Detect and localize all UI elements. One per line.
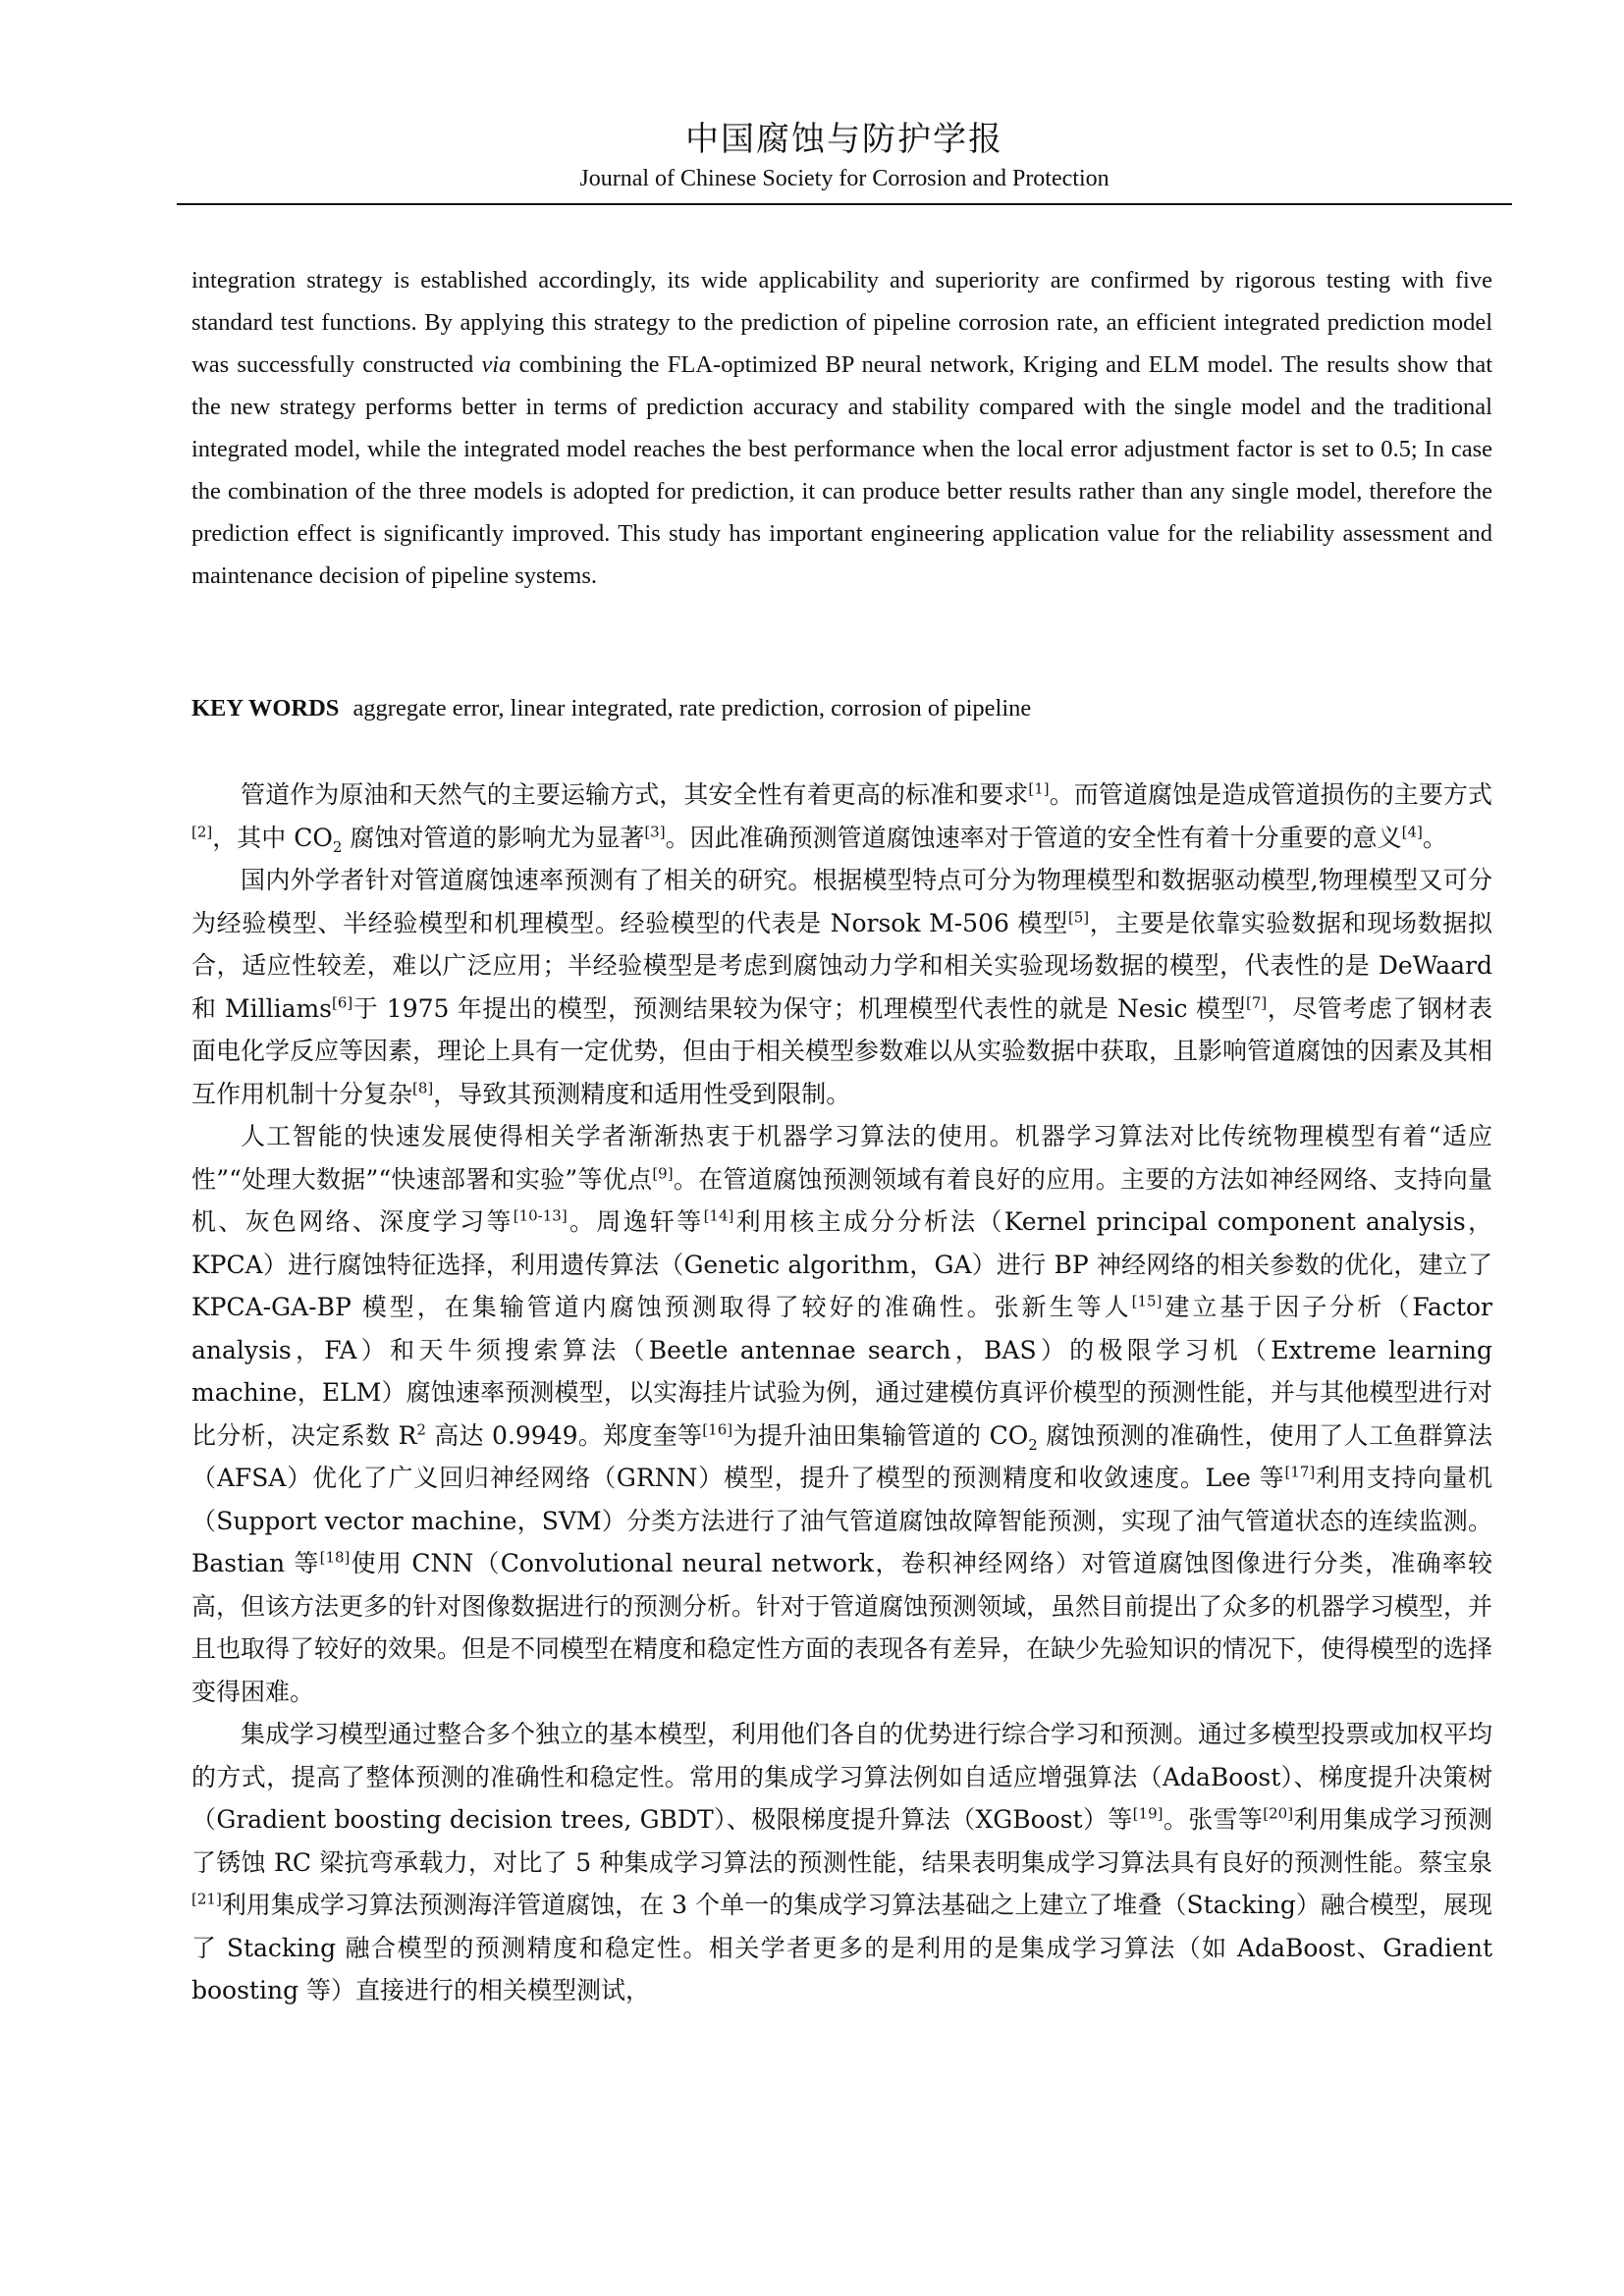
text-run: 腐蚀对管道的影响尤为显著 xyxy=(342,823,645,852)
journal-title-en: Journal of Chinese Society for Corrosion and Protection xyxy=(579,166,1110,191)
paragraph-2 xyxy=(191,859,1492,1115)
text-run: 管道作为原油和天然气的主要运输方式，其安全性有着更高的标准和要求 xyxy=(241,780,1029,809)
journal-title-cn: 中国腐蚀与防护学报 xyxy=(685,120,1003,159)
subscript: 2 xyxy=(1028,1435,1038,1454)
text-run: 。在管道腐蚀预测领域有着良好的应用。主要的方法如神经网络、支持向量机、灰色网络、深度学习等 xyxy=(191,1164,1492,1236)
citation: [21] xyxy=(191,1890,222,1908)
citation: [15] xyxy=(1131,1292,1163,1310)
header-rule xyxy=(177,203,1512,205)
text-run: 利用集成学习预测了锈蚀 RC 梁抗弯承载力，对比了 5 种集成学习算法的预测性能，结果表明集成学习算法具有良好的预测性能。蔡宝泉 xyxy=(191,1805,1492,1877)
citation: [16] xyxy=(702,1420,733,1439)
keywords-label: KEY WORDS xyxy=(191,695,340,721)
page-header xyxy=(177,118,1512,194)
superscript: 2 xyxy=(416,1420,426,1439)
text-run: ，导致其预测精度和适用性受到限制。 xyxy=(433,1079,851,1108)
text-run: 。因此准确预测管道腐蚀速率对于管道的安全性有着十分重要的意义 xyxy=(665,823,1402,852)
abstract-part-2: combining the FLA-optimized BP neural network, Kriging and ELM model. The results show that the new strategy performs better in terms of prediction accuracy and stability compared with the single model and the traditional integrated model, while the integrated model reaches the best performance when the local error adjustment factor is set to 0.5; In case the combination of the three models is adopted for prediction, it can produce better results rather than any single model, therefore the prediction effect is significantly improved. This study has important engineering application value for the reliability assessment and maintenance decision of pipeline systems. xyxy=(191,351,1492,589)
text-run: 于 1975 年提出的模型，预测结果较为保守；机理模型代表性的就是 Nesic 模型 xyxy=(352,993,1247,1023)
keywords-text: aggregate error, linear integrated, rate prediction, corrosion of pipeline xyxy=(352,695,1032,721)
text-run: 。 xyxy=(1422,823,1447,852)
paragraph-4 xyxy=(191,1713,1492,2012)
citation: [3] xyxy=(644,823,666,841)
text-run: 高达 0.9949。郑度奎等 xyxy=(425,1420,703,1450)
text-run: 。而管道腐蚀是造成管道损伤的主要方式 xyxy=(1049,780,1492,809)
citation: [8] xyxy=(412,1079,434,1097)
paragraph-3 xyxy=(191,1115,1492,1713)
keywords xyxy=(191,689,1497,728)
citation: [5] xyxy=(1067,908,1090,927)
text-run: ，其中 CO xyxy=(212,823,333,852)
citation: [6] xyxy=(332,993,353,1012)
citation: [18] xyxy=(319,1548,351,1567)
citation: [19] xyxy=(1132,1804,1164,1823)
subscript: 2 xyxy=(332,837,343,856)
text-run: ，主要是依靠实验数据和现场数据拟合，适应性较差，难以广泛应用；半经验模型是考虑到腐蚀动力学和相关实验现场数据的模型，代表性的是 DeWaard 和 Milliams xyxy=(191,908,1492,1023)
text-run: 利用核主成分分析法（Kernel principal component analysis，KPCA）进行腐蚀特征选择，利用遗传算法（Genetic algorithm，GA）进行 BP 神经网络的相关参数的优化，建立了 KPCA-GA-BP 模型，在集输管道内腐蚀预测取得了较好的准确性。张新生等人 xyxy=(191,1207,1492,1321)
text-run: 国内外学者针对管道腐蚀速率预测有了相关的研究。根据模型特点可分为物理模型和数据驱动模型,物理模型又可分为经验模型、半经验模型和机理模型。经验模型的代表是 Norsok M-506 模型 xyxy=(191,866,1492,937)
body-text xyxy=(191,774,1492,2012)
text-run: 利用支持向量机（Support vector machine，SVM）分类方法进行了油气管道腐蚀故障智能预测，实现了油气管道状态的连续监测。Bastian 等 xyxy=(191,1464,1492,1577)
citation: [9] xyxy=(652,1164,674,1183)
citation: [14] xyxy=(703,1206,734,1225)
abstract-italic-via: via xyxy=(481,351,512,378)
citation: [2] xyxy=(191,823,213,841)
text-run: 。周逸轩等 xyxy=(567,1207,704,1236)
citation: [20] xyxy=(1263,1804,1294,1823)
text-run: 腐蚀预测的准确性，使用了人工鱼群算法（AFSA）优化了广义回归神经网络（GRNN）模型，提升了模型的预测精度和收敛速度。Lee 等 xyxy=(191,1420,1492,1492)
citation: [1] xyxy=(1028,779,1050,798)
text-run: 为提升油田集输管道的 CO xyxy=(732,1420,1029,1450)
text-run: 集成学习模型通过整合多个独立的基本模型，利用他们各自的优势进行综合学习和预测。通过多模型投票或加权平均的方式，提高了整体预测的准确性和稳定性。常用的集成学习算法例如自适应增强算法（AdaBoost）、梯度提升决策树（Gradient boosting decision trees, GBDT）、极限梯度提升算法（XGBoost）等 xyxy=(191,1720,1493,1834)
citation: [7] xyxy=(1246,993,1268,1012)
text-run: 利用集成学习算法预测海洋管道腐蚀，在 3 个单一的集成学习算法基础之上建立了堆叠（Stacking）融合模型，展现了 Stacking 融合模型的预测精度和稳定性。相关学者更多的是利用的是集成学习算法（如 AdaBoost、Gradient boosting 等）直接进行的相关模型测试， xyxy=(191,1891,1492,2004)
citation: [10-13] xyxy=(513,1206,568,1225)
text-run: 建立基于因子分析（Factor analysis，FA）和天牛须搜索算法（Beetle antennae search，BAS）的极限学习机（Extreme learning machine，ELM）腐蚀速率预测模型，以实海挂片试验为例，通过建模仿真评价模型的预测性能，并与其他模型进行对比分析，决定系数 R xyxy=(191,1293,1493,1450)
abstract-text xyxy=(191,259,1492,597)
text-run: 使用 CNN（Convolutional neural network，卷积神经网络）对管道腐蚀图像进行分类，准确率较高，但该方法更多的针对图像数据进行的预测分析。针对于管道腐蚀预测领域，虽然目前提出了众多的机器学习模型，并且也取得了较好的效果。但是不同模型在精度和稳定性方面的表现各有差异，在缺少先验知识的情况下，使得模型的选择变得困难。 xyxy=(191,1549,1493,1706)
citation: [17] xyxy=(1284,1463,1316,1481)
abstract-part-1: integration strategy is established accordingly, its wide applicability and superiority are confirmed by rigorous testing with five standard test functions. By applying this strategy to the prediction of pipeline corrosion rate, an efficient integrated prediction model was successfully constructed xyxy=(191,267,1492,378)
text-run: 人工智能的快速发展使得相关学者渐渐热衷于机器学习算法的使用。机器学习算法对比传统物理模型有着“适应性”“处理大数据”“快速部署和实验”等优点 xyxy=(191,1122,1492,1194)
text-run: ，尽管考虑了钢材表面电化学反应等因素，理论上具有一定优势，但由于相关模型参数难以从实验数据中获取，且影响管道腐蚀的因素及其相互作用机制十分复杂 xyxy=(191,993,1493,1108)
citation: [4] xyxy=(1401,823,1423,841)
paragraph-1 xyxy=(191,774,1492,859)
text-run: 。张雪等 xyxy=(1163,1805,1264,1834)
